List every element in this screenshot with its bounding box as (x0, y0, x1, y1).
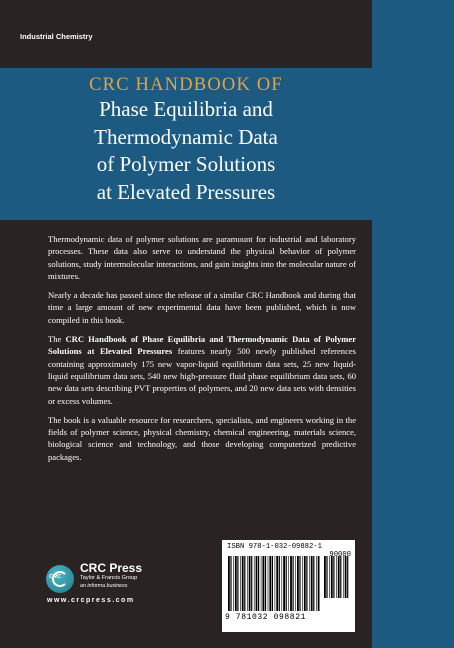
paragraph: Nearly a decade has passed since the release of a similar CRC Handbook and during that time a large amount of new experimental data have been published, which is now compiled in this book. (48, 290, 356, 325)
publisher-group: Taylor & Francis Group (80, 575, 138, 581)
title-line: Phase Equilibria and (99, 97, 273, 121)
handbook-label: CRC HANDBOOK OF (89, 75, 283, 95)
paragraph: The book is a valuable resource for researchers, specialists, and engineers working in the fields of polymer science, physical chemistry, chemical engineering, materials science, biological science and technology, and those developing computerized predictive packages. (48, 414, 356, 462)
title-line: of Polymer Solutions (96, 152, 276, 176)
isbn-text: ISBN 978-1-032-09882-1 (227, 543, 322, 551)
series-label: Industrial Chemistry (20, 32, 93, 41)
price-addon: 90000 (329, 551, 351, 559)
publisher-tagline: an informa business (80, 583, 128, 589)
paragraph-rest: features nearly 500 newly published references containing approximately 175 new vapor-liquid equilibrium data sets, 25 new liquid-liquid equilibrium data sets, 540 new high-pressure fluid phase equilibrium data sets, 60 new data sets describing PVT properties of polymers, and 20 new data sets with densities or excess volumes. (48, 346, 356, 406)
barcode-digits: 9 781032 098821 (225, 613, 307, 622)
title-line: at Elevated Pressures (96, 179, 276, 204)
ean-barcode-icon (228, 556, 320, 611)
paragraph: Thermodynamic data of polymer solutions are paramount for industrial and laboratory processes. These data also serve to understand the physical behavior of polymer solutions, study intermolecular interactions, and gain insights into the molecular nature of mixtures. (48, 234, 356, 281)
publisher-url: www.crcpress.com (47, 597, 135, 604)
publisher-name: CRC Press (80, 561, 143, 575)
logo-text: CRC (49, 574, 61, 580)
book-title (0, 96, 372, 206)
title-line: Thermodynamic Data (94, 124, 278, 149)
spine-strip (372, 0, 454, 648)
paragraph (48, 333, 356, 407)
barcode (222, 540, 355, 632)
paragraph-prefix: The (48, 334, 66, 345)
description (48, 233, 356, 470)
addon-barcode-icon (324, 556, 349, 598)
book-title-bold: CRC Handbook of Phase Equilibria and Thermodynamic Data of Polymer Solutions at Elevated Pressures (48, 334, 356, 357)
